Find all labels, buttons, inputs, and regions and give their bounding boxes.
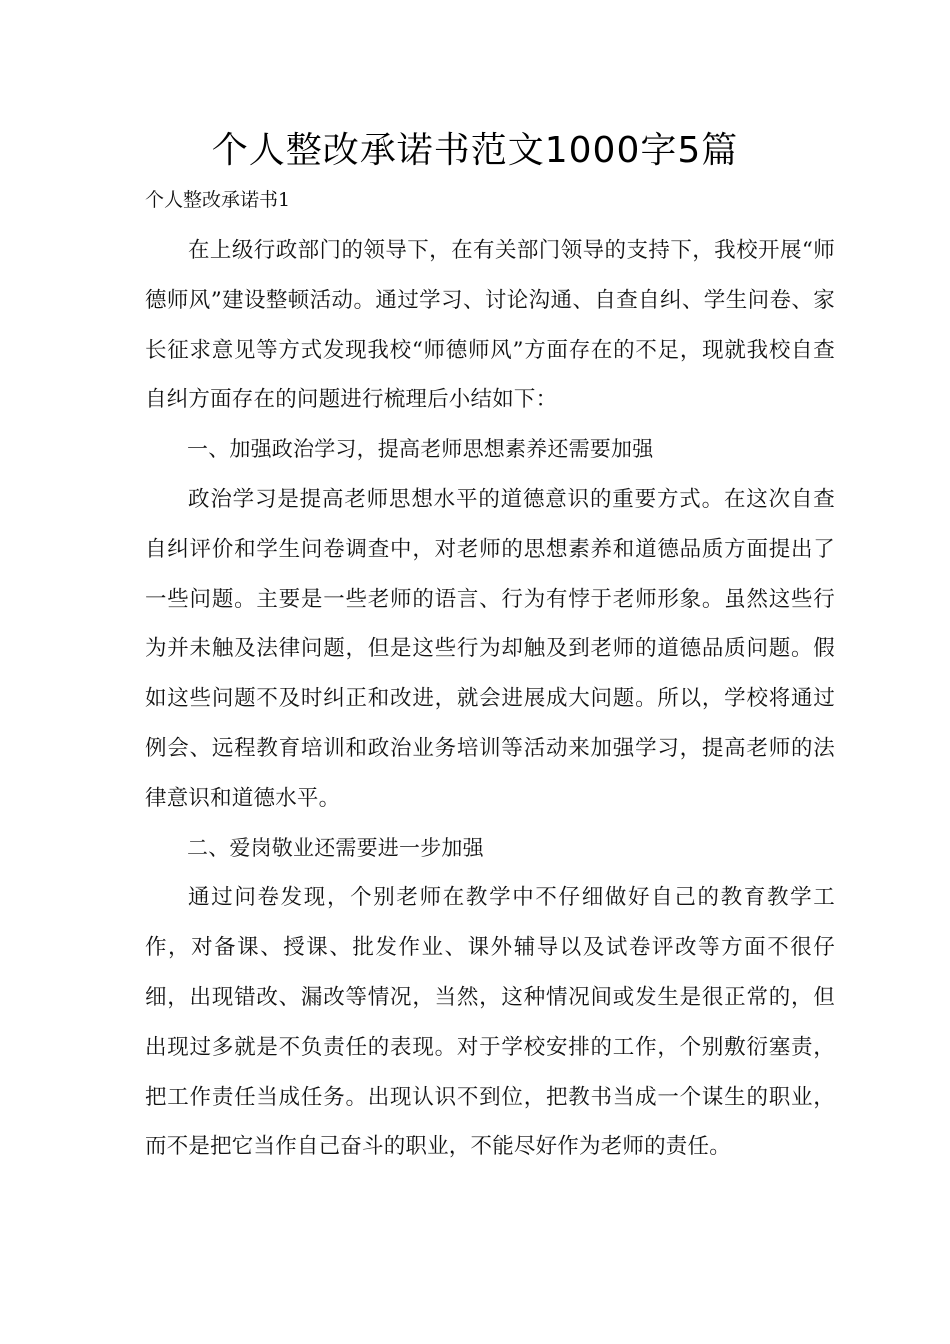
section-heading-2: 二、爱岗敬业还需要进一步加强 [187, 835, 484, 860]
document-subtitle: 个人整改承诺书1 [145, 189, 291, 211]
paragraph-section-1: 政治学习是提高老师思想水平的道德意识的重要方式。在这次自查自纠评价和学生问卷调查中，对老师的思想素养和道德品质方面提出了一些问题。主要是一些老师的语言、行为有悖于老师形象。虽然这些行为并未触及法律问题，但是这些行为却触及到老师的道德品质问题。假如这些问题不及时纠正和改进，就会进展成大问题。所以，学校将通过例会、远程教育培训和政治业务培训等活动来加强学习，提高老师的法律意识和道德水平。 [145, 486, 835, 811]
paragraph-intro: 在上级行政部门的领导下，在有关部门领导的支持下，我校开展“师德师风”建设整顿活动。通过学习、讨论沟通、自查自纠、学生问卷、家长征求意见等方式发现我校“师德师风”方面存在的不足，现就我校自查自纠方面存在的问题进行梳理后小结如下： [145, 238, 835, 413]
document-body [145, 226, 835, 1172]
paragraph-section-2: 通过问卷发现，个别老师在教学中不仔细做好自己的教育教学工作，对备课、授课、批发作业、课外辅导以及试卷评改等方面不很仔细，出现错改、漏改等情况，当然，这种情况间或发生是很正常的，但出现过多就是不负责任的表现。对于学校安排的工作，个别敷衍塞责，把工作责任当成任务。出现认识不到位，把教书当成一个谋生的职业，而不是把它当作自己奋斗的职业，不能尽好作为老师的责任。 [145, 885, 835, 1160]
document-title: 个人整改承诺书范文1000字5篇 [211, 130, 739, 171]
section-heading-1: 一、加强政治学习，提高老师思想素养还需要加强 [187, 437, 654, 462]
